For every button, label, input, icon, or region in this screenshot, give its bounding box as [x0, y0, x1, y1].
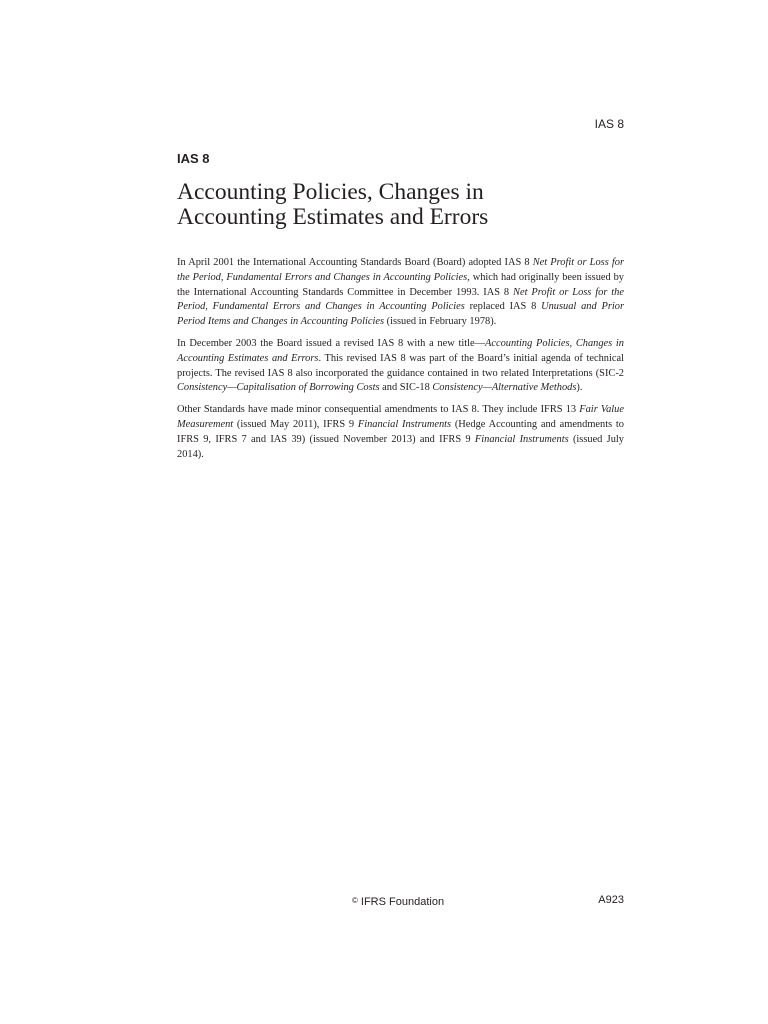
paragraph-revision-2003: In December 2003 the Board issued a revised IAS 8 with a new title—Accounting Policies, Changes in Accounting Estimates and Errors. This revised IAS 8 was part of the Board’s initial agenda of technical projects. The revised IAS 8 also incorporated the guidance contained in two related Interpretations (SIC-2 Consistency—Capitalisation of Borrowing Costs and SIC-18 Consistency—Alternative Methods).: [177, 337, 624, 394]
page-number: A923: [598, 894, 624, 906]
paragraph-adoption-history: In April 2001 the International Accounting Standards Board (Board) adopted IAS 8 Net Profit or Loss for the Period, Fundamental Errors and Changes in Accounting Policies, which had originally been issued by the International Accounting Standards Committee in December 1993. IAS 8 Net Profit or Loss for the Period, Fundamental Errors and Changes in Accounting Policies replaced IAS 8 Unusual and Prior Period Items and Changes in Accounting Policies (issued in February 1978).: [177, 257, 625, 328]
body-text: [177, 256, 624, 469]
standard-code: IAS 8: [177, 151, 210, 166]
paragraph-amendments: Other Standards have made minor consequential amendments to IAS 8. They include IFRS 13 Fair Value Measurement (issued May 2011), IFRS 9 Financial Instruments (Hedge Accounting and amendments to IFRS 9, IFRS 7 and IAS 39) (issued November 2013) and IFRS 9 Financial Instruments (issued July 2014).: [177, 404, 624, 460]
running-head: IAS 8: [594, 117, 624, 131]
title-line-1: Accounting Policies, Changes in: [177, 179, 484, 205]
footer-copyright: [352, 894, 444, 909]
copyright-symbol: ©: [352, 896, 358, 905]
document-title: [177, 180, 624, 230]
copyright-text: IFRS Foundation: [360, 896, 445, 908]
title-line-2: Accounting Estimates and Errors: [177, 204, 489, 230]
